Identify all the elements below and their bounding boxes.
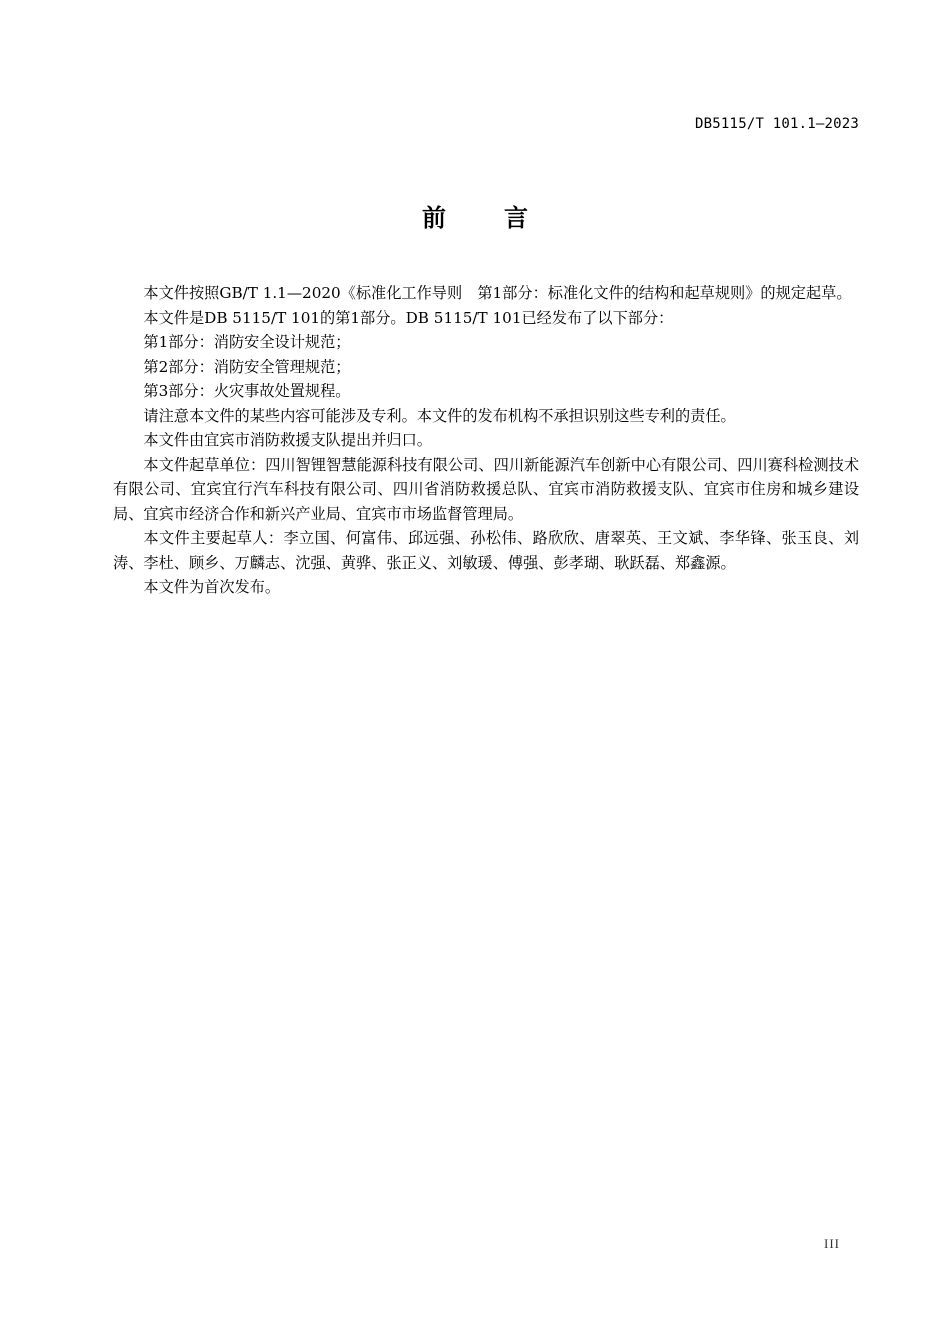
document-number: DB5115/T 101.1—2023: [695, 116, 859, 132]
paragraph-part-2: 第2部分：消防安全管理规范；: [143, 357, 351, 376]
paragraph-patent-notice: 请注意本文件的某些内容可能涉及专利。本文件的发布机构不承担识别这些专利的责任。: [143, 406, 736, 425]
title-char-1: 前: [422, 204, 446, 232]
title-char-2: 言: [504, 204, 528, 232]
page-number: III: [824, 1236, 840, 1251]
paragraph-part-3: 第3部分：火灾事故处置规程。: [143, 382, 351, 400]
paragraph-first-release: 本文件为首次发布。: [143, 578, 281, 596]
paragraph-drafters: 本文件主要起草人：李立国、何富伟、邱远强、孙松伟、路欣欣、唐翠英、王文斌、李华锋、张玉良、刘涛、李杜、顾乡、万麟志、沈强、黄骅、张正义、刘敏瑗、傅强、彭孝瑚、耿跃磊、郑鑫源。: [113, 529, 859, 572]
paragraph-part-statement: 本文件是DB 5115/T 101的第1部分。DB 5115/T 101已经发布了以下部分：: [143, 308, 674, 327]
paragraph-drafting-units: 本文件起草单位：四川智锂智慧能源科技有限公司、四川新能源汽车创新中心有限公司、四川赛科检测技术有限公司、宜宾宜行汽车科技有限公司、四川省消防救援总队、宜宾市消防救援支队、宜宾市住房和城乡建设局、宜宾市经济合作和新兴产业局、宜宾市市场监督管理局。: [113, 455, 859, 523]
paragraph-proposer: 本文件由宜宾市消防救援支队提出并归口。: [143, 431, 432, 449]
paragraph-part-1: 第1部分：消防安全设计规范；: [143, 333, 351, 351]
paragraph-drafting-rules: 本文件按照GB/T 1.1—2020《标准化工作导则 第1部分：标准化文件的结构和起草规则》的规定起草。: [143, 284, 852, 302]
page-title: [0, 201, 950, 235]
foreword-body: [113, 281, 859, 600]
